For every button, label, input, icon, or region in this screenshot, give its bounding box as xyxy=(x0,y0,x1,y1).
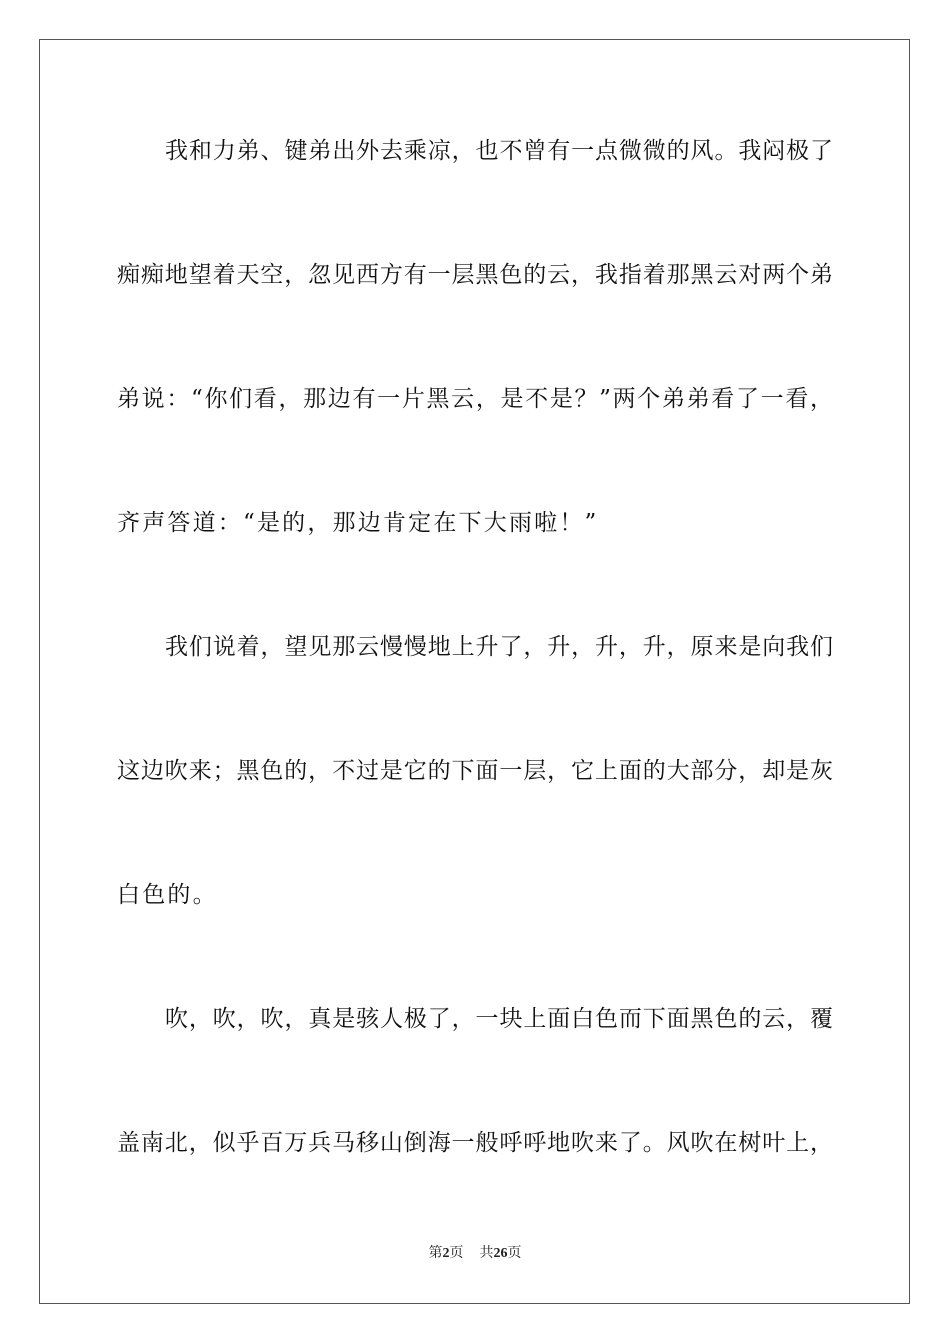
body-text-line: 痴痴地望着天空，忽见西方有一层黑色的云，我指着那黑云对两个弟 xyxy=(117,262,833,288)
page-frame xyxy=(39,39,910,1304)
body-text-line: 盖南北，似乎百万兵马移山倒海一般呼呼地吹来了。风吹在树叶上， xyxy=(117,1130,833,1156)
body-text-line: 弟说：“你们看，那边有一片黑云，是不是？”两个弟弟看了一看， xyxy=(117,386,833,412)
body-text-line: 我和力弟、键弟出外去乘凉，也不曾有一点微微的风。我闷极了 xyxy=(165,138,833,164)
total-suffix: 页 xyxy=(507,1245,522,1261)
body-text-line: 我们说着，望见那云慢慢地上升了，升，升，升，原来是向我们 xyxy=(165,634,833,660)
page-prefix: 第 xyxy=(428,1245,443,1261)
total-prefix: 共 xyxy=(479,1245,494,1261)
page-footer xyxy=(0,1244,950,1263)
page-suffix: 页 xyxy=(449,1245,464,1261)
total-pages: 26 xyxy=(493,1246,508,1261)
body-text-line: 吹，吹，吹，真是骇人极了，一块上面白色而下面黑色的云，覆 xyxy=(165,1006,833,1032)
body-text-line: 这边吹来；黑色的，不过是它的下面一层，它上面的大部分，却是灰 xyxy=(117,758,833,784)
body-text-line: 齐声答道：“是的，那边肯定在下大雨啦！” xyxy=(117,510,599,536)
page-number: 2 xyxy=(442,1246,450,1261)
body-text-line: 白色的。 xyxy=(117,882,218,908)
